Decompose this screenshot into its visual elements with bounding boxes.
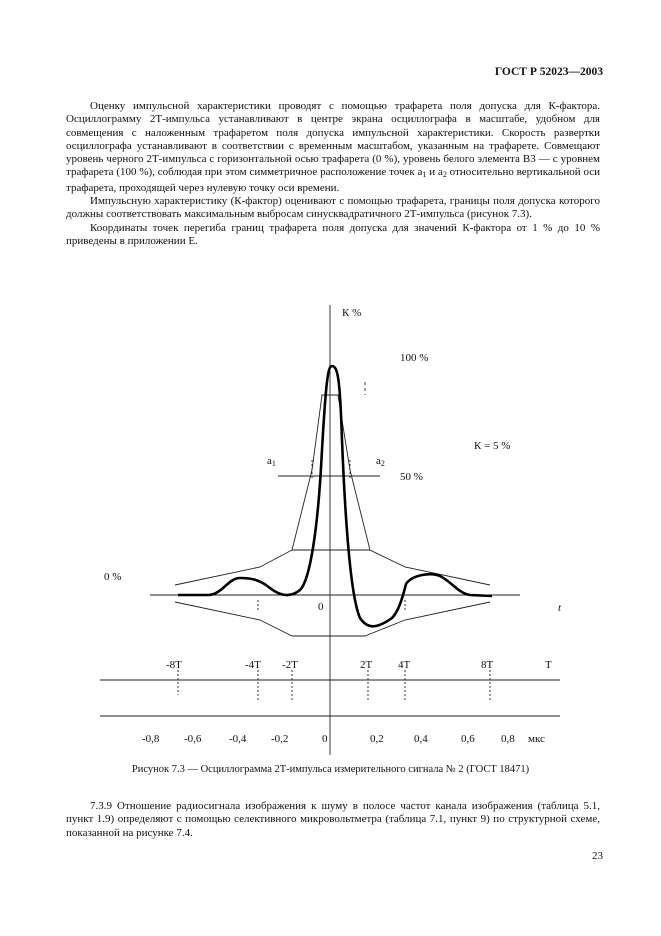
us-tick-label: 0,2 <box>370 733 384 745</box>
us-tick-label: -0,6 <box>184 733 202 745</box>
us-tick-label: 0,4 <box>414 733 428 745</box>
us-unit-label: мкс <box>528 733 545 745</box>
a2-label <box>376 455 385 468</box>
us-tick-label: -0,2 <box>271 733 289 745</box>
paragraph-1-part-c: относительно вертикальной оси трафарета, проходящей через нулевую точку оси времени. <box>66 166 600 194</box>
us-tick-label: 0 <box>322 733 328 745</box>
t-tick-label: 2T <box>360 659 373 671</box>
t-tick-label: 8T <box>481 659 494 671</box>
subscript-1: 1 <box>422 170 427 180</box>
a1-label <box>267 455 276 468</box>
us-tick-label: 0,6 <box>461 733 475 745</box>
t-tick-label: -4T <box>245 659 261 671</box>
t-tick-label: -2T <box>282 659 298 671</box>
subscript-2: 2 <box>442 170 447 180</box>
section-7-3-9: 7.3.9 Отношение радиосигнала изображения к шуму в полосе частот канала изображения (таблица 5.1, пункт 1.9) определяют с помощью селективного микровольтметра (таблица 7.1, пункт 9) по структурной схеме, показанной на рисунке 7.4. <box>66 800 600 839</box>
label-0: 0 % <box>104 571 122 583</box>
k-value: К = 5 % <box>474 440 511 452</box>
label-100: 100 % <box>400 352 429 364</box>
standard-header: ГОСТ Р 52023—2003 <box>494 66 603 78</box>
paragraph-2: Импульсную характеристику (К-фактор) оценивают с помощью трафарета, границы поля допуска которого должны соответствовать максимальным выбросам синусквадратичного 2Т-импульса (рисунок 7.3). <box>66 195 600 221</box>
oscillogram-figure <box>0 290 661 760</box>
upper-tolerance-boundary <box>175 395 490 585</box>
pulse-waveform <box>178 366 492 626</box>
a2-subscript: 2 <box>380 459 385 468</box>
figure-caption: Рисунок 7.3 — Осциллограмма 2Т-импульса измерительного сигнала № 2 (ГОСТ 18471) <box>131 764 530 775</box>
paragraph-1-part-a: Оценку импульсной характеристики проводят с помощью трафарета поля допуска для К-фактора. Осциллограмму 2Т-импульса устанавливают в центре экрана осциллографа в масштабе, удобном для совмещения с наложенным трафаретом поля допуска импульсной характеристики. Скорость развертки осциллографа устанавливают в соответствии с временным масштабом, указанным на трафарете. Совмещают уровень черного 2Т-импульса с горизонтальной осью трафарета (0 %), уровень белого элемента В3 — с уровнем трафарета (100 %), соблюдая при этом симметричное расположение точек а <box>66 100 600 179</box>
t-tick-label: 4T <box>398 659 411 671</box>
us-tick-label: 0,8 <box>501 733 515 745</box>
a2-letter: а <box>376 455 381 467</box>
t-unit-label: T <box>545 659 552 671</box>
paragraph-1 <box>66 100 600 195</box>
label-50: 50 % <box>400 471 423 483</box>
paragraph-3: Координаты точек перегиба границ трафарета поля допуска для значений К-фактора от 1 % до 10 % приведены в приложении Е. <box>66 221 600 247</box>
t-tick-label: -8T <box>166 659 182 671</box>
bottom-text <box>66 800 600 840</box>
body-text <box>66 100 600 248</box>
lower-tolerance-boundary <box>175 602 490 636</box>
a1-subscript: 1 <box>271 459 276 468</box>
paragraph-1-part-b: и а <box>426 166 443 179</box>
time-label: t <box>558 602 562 614</box>
a1-letter: а <box>267 455 272 467</box>
origin-label: 0 <box>318 601 324 613</box>
us-tick-label: -0,4 <box>229 733 247 745</box>
page-number: 23 <box>592 850 603 862</box>
us-tick-label: -0,8 <box>142 733 160 745</box>
y-axis-label: К % <box>342 307 362 319</box>
